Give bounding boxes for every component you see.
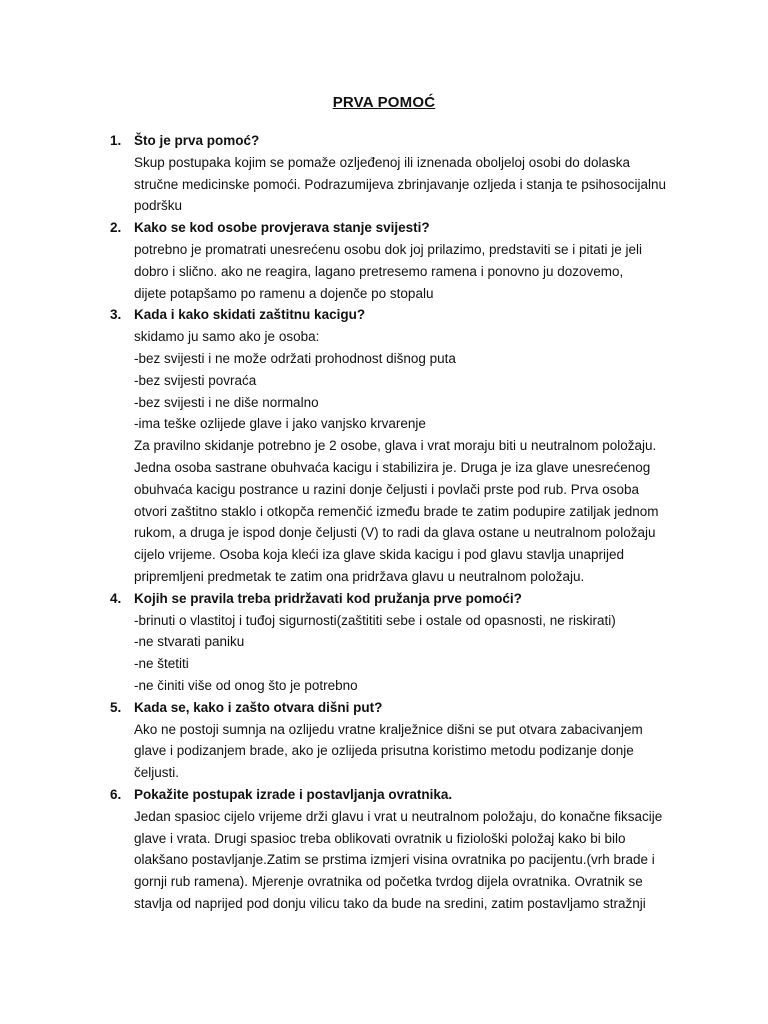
question-number: 4. [110, 590, 122, 606]
answer-line: Skup postupaka kojim se pomaže ozljeđenoj ili iznenada oboljeloj osobi do dolaska [134, 154, 631, 170]
answer-line: -bez svijesti povraća [134, 372, 257, 388]
answer-line: -brinuti o vlastitoj i tuđoj sigurnosti(zaštititi sebe i ostale od opasnosti, ne riskirati) [134, 612, 616, 628]
question-number: 5. [110, 699, 122, 715]
question-number: 3. [110, 307, 122, 323]
answer-line: potrebno je promatrati unesrećenu osobu dok joj prilazimo, predstaviti se i pitati je jeli [134, 241, 643, 257]
question-item [0, 304, 768, 587]
answer-line: -bez svijesti i ne diše normalno [134, 394, 319, 410]
answer-line: -ima teške ozlijede glave i jako vanjsko krvarenje [134, 416, 426, 432]
question-heading: Kojih se pravila treba pridržavati kod pružanja prve pomoći? [134, 590, 522, 606]
answer-line: pripremljeni predmetak te zatim ona pridržava glavu u neutralnom položaju. [134, 568, 585, 584]
answer-line: Za pravilno skidanje potrebno je 2 osobe, glava i vrat moraju biti u neutralnom položaju. [134, 438, 657, 454]
question-number: 2. [110, 220, 122, 236]
answer-line: stručne medicinske pomoći. Podrazumijeva zbrinjavanje ozljeda i stanja te psihosocijalnu [134, 176, 667, 192]
answer-line: cijelo vrijeme. Osoba koja kleći iza glave skida kacigu i pod glavu stavlja unaprijed [134, 547, 625, 563]
answer-line: glave i vrata. Drugi spasioc treba oblikovati ovratnik u fiziološki položaj kako bi bilo [134, 830, 626, 846]
answer-line: obuhvaća kacigu postrance u razini donje čeljusti i povlači prste pod rub. Prva osoba [134, 481, 640, 497]
answer-line: glave i podizanjem brade, ako je ozlijeda prisutna koristimo metodu podizanje donje [134, 743, 634, 759]
question-item [0, 784, 768, 915]
answer-line: Jedna osoba sastrane obuhvaća kacigu i stabilizira je. Druga je iza glave unesrećenog [134, 459, 651, 475]
answer-line: Ako ne postoji sumnja na ozlijedu vratne kralježnice dišni se put otvara zabacivanjem [134, 721, 643, 737]
answer-line: skidamo ju samo ako je osoba: [134, 329, 320, 345]
question-item [0, 217, 768, 304]
question-heading: Kada i kako skidati zaštitnu kacigu? [134, 307, 366, 323]
answer-line: gornji rub ramena). Mjerenje ovratnika od početka tvrdog dijela ovratnika. Ovratnik se [134, 874, 643, 890]
question-item [0, 697, 768, 784]
answer-line: dijete potapšamo po ramenu a dojenče po stopalu [134, 285, 434, 301]
question-heading: Što je prva pomoć? [134, 133, 260, 148]
answer-line: stavlja od naprijed pod donju vilicu tako da bude na sredini, zatim postavljamo stražnji [134, 895, 646, 911]
question-heading: Pokažite postupak izrade i postavljanja ovratnika. [134, 786, 453, 802]
question-heading: Kada se, kako i zašto otvara dišni put? [134, 699, 383, 715]
answer-line: podršku [134, 198, 183, 214]
document-title: PRVA POMOĆ [332, 94, 436, 111]
answer-line: -ne činiti više od onog što je potrebno [134, 677, 358, 693]
question-list [0, 130, 768, 915]
question-item [0, 130, 768, 217]
question-number: 1. [110, 133, 122, 148]
question-item [0, 588, 768, 697]
answer-line: -ne štetiti [134, 656, 189, 672]
answer-line: otvori zaštitno staklo i otkopča remenčić između brade te zatim podupire zatiljak jednom [134, 503, 659, 519]
answer-line: čeljusti. [134, 765, 180, 781]
answer-line: rukom, a druga je ispod donje čeljusti (V) to radi da glava ostane u neutralnom položaju [134, 525, 656, 541]
answer-line: Jedan spasioc cijelo vrijeme drži glavu i vrat u neutralnom položaju, do konačne fiksacije [134, 808, 663, 824]
answer-line: -ne stvarati paniku [134, 634, 245, 650]
question-number: 6. [110, 786, 122, 802]
answer-line: dobro i slično. ako ne reagira, lagano pretresemo ramena i ponovno ju dozovemo, [134, 263, 624, 279]
question-heading: Kako se kod osobe provjerava stanje svijesti? [134, 220, 430, 236]
answer-line: olakšano postavljanje.Zatim se prstima izmjeri visina ovratnika po pacijentu.(vrh brade i [134, 852, 655, 868]
answer-line: -bez svijesti i ne može održati prohodnost dišnog puta [134, 350, 456, 366]
